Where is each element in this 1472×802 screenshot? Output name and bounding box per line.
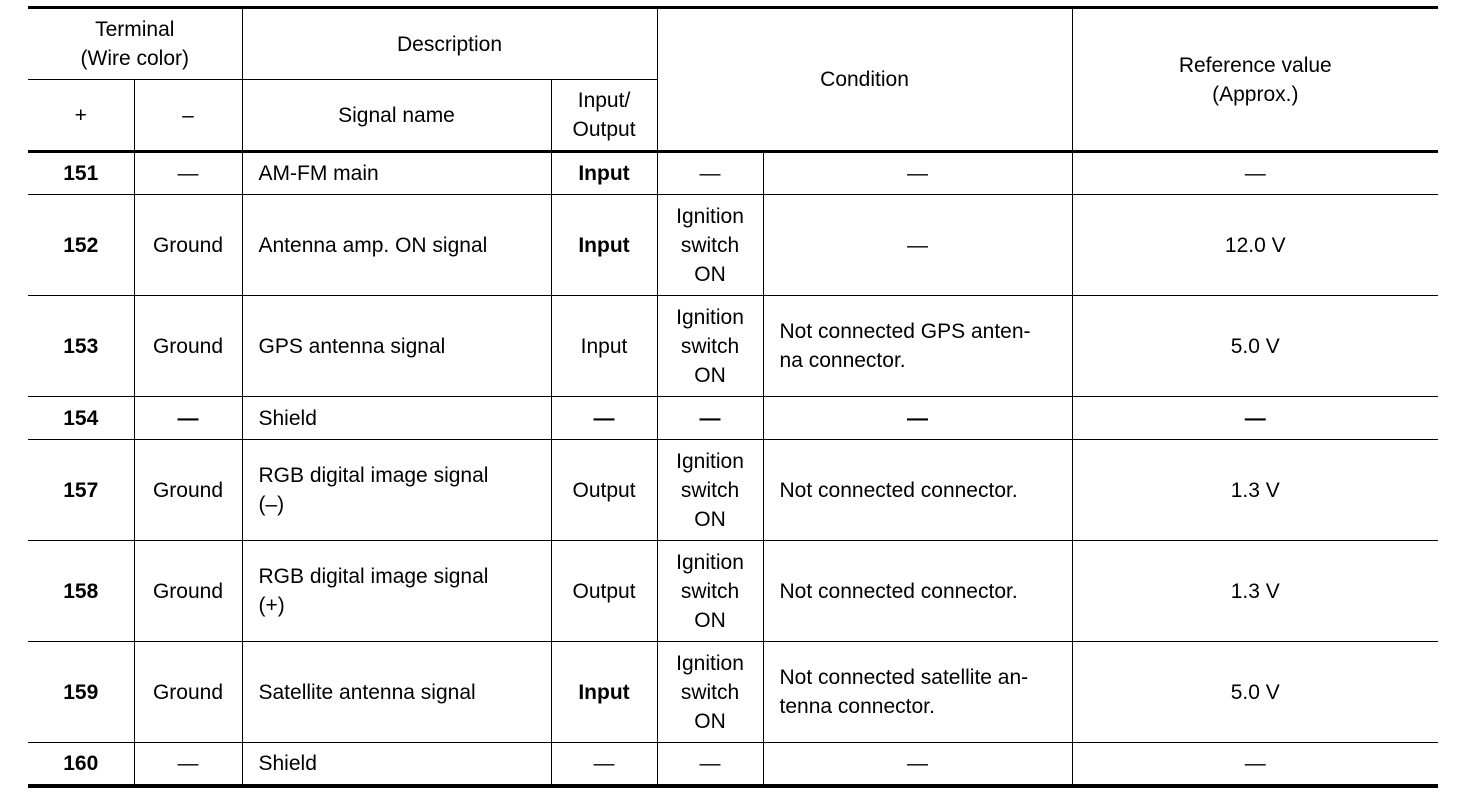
reference-value: — (1072, 743, 1438, 786)
signal-name (242, 440, 551, 541)
condition-switch-line1: Ignition (676, 651, 744, 675)
condition-switch-line3: ON (694, 363, 726, 387)
condition-switch (657, 296, 763, 397)
condition-switch (657, 440, 763, 541)
condition-detail-line1: Not connected satellite an- (779, 666, 1029, 689)
terminal-minus: Ground (134, 440, 242, 541)
condition-detail-line1: Not connected GPS anten- (779, 320, 1031, 343)
input-label: Input/ (577, 89, 631, 112)
terminal-minus: — (134, 743, 242, 786)
signal-name-line2: (–) (258, 493, 285, 516)
table-row (28, 541, 1438, 642)
reference-value-label: Reference value (1178, 53, 1332, 77)
header-row-1 (28, 8, 1438, 80)
description-header: Description (242, 8, 657, 80)
table-row (28, 397, 1438, 440)
terminal-minus: Ground (134, 296, 242, 397)
condition-switch (657, 541, 763, 642)
input-output: Input (551, 195, 657, 296)
signal-name: Antenna amp. ON signal (242, 195, 551, 296)
terminal-plus: 158 (28, 541, 134, 642)
condition-detail: Not connected connector. (763, 541, 1072, 642)
table-row (28, 296, 1438, 397)
table-row (28, 642, 1438, 743)
condition-detail (763, 296, 1072, 397)
condition-switch-line2: switch (680, 334, 740, 358)
condition-switch (657, 642, 763, 743)
terminal-plus: 157 (28, 440, 134, 541)
condition-header: Condition (657, 8, 1072, 152)
input-output: Output (551, 440, 657, 541)
table-row (28, 440, 1438, 541)
reference-value: — (1072, 152, 1438, 195)
input-output: — (551, 397, 657, 440)
terminal-table (28, 6, 1438, 788)
terminal-table-container (28, 6, 1438, 788)
signal-name-header: Signal name (242, 80, 551, 152)
condition-switch (657, 195, 763, 296)
approx-label: (Approx.) (1212, 82, 1299, 106)
terminal-minus: Ground (134, 541, 242, 642)
condition-detail (763, 642, 1072, 743)
terminal-plus: 152 (28, 195, 134, 296)
terminal-plus: 153 (28, 296, 134, 397)
terminal-plus: 151 (28, 152, 134, 195)
condition-switch-line1: Ignition (676, 305, 744, 329)
signal-name-line1: RGB digital image signal (258, 464, 489, 487)
condition-switch: — (657, 743, 763, 786)
terminal-minus: Ground (134, 195, 242, 296)
condition-detail: — (763, 195, 1072, 296)
condition-switch-line2: switch (680, 579, 740, 603)
terminal-plus: 159 (28, 642, 134, 743)
condition-detail: — (763, 152, 1072, 195)
condition-switch-line1: Ignition (676, 550, 744, 574)
condition-switch-line3: ON (694, 262, 726, 286)
signal-name: Shield (242, 397, 551, 440)
input-output: Input (551, 152, 657, 195)
table-row (28, 743, 1438, 786)
condition-detail-line2: tenna connector. (779, 695, 935, 718)
wire-color-label: (Wire color) (80, 47, 189, 70)
input-output: Input (551, 642, 657, 743)
reference-value: 12.0 V (1072, 195, 1438, 296)
condition-switch-line2: switch (680, 233, 740, 257)
reference-value: 5.0 V (1072, 642, 1438, 743)
terminal-plus: 154 (28, 397, 134, 440)
condition-switch-line2: switch (680, 478, 740, 502)
reference-value-header (1072, 8, 1438, 152)
table-row (28, 195, 1438, 296)
signal-name: Shield (242, 743, 551, 786)
reference-value: 1.3 V (1072, 440, 1438, 541)
condition-detail: — (763, 743, 1072, 786)
terminal-header (28, 8, 242, 80)
input-output: Input (551, 296, 657, 397)
terminal-header-label: Terminal (95, 18, 175, 41)
terminal-minus: Ground (134, 642, 242, 743)
condition-detail: — (763, 397, 1072, 440)
plus-header: + (28, 80, 134, 152)
condition-switch-line1: Ignition (676, 204, 744, 228)
terminal-minus: — (134, 397, 242, 440)
condition-switch-line1: Ignition (676, 449, 744, 473)
reference-value: — (1072, 397, 1438, 440)
signal-name-line2: (+) (258, 594, 285, 617)
signal-name: Satellite antenna signal (242, 642, 551, 743)
table-row (28, 152, 1438, 195)
input-output-header (551, 80, 657, 152)
input-output: — (551, 743, 657, 786)
input-output: Output (551, 541, 657, 642)
condition-switch-line3: ON (694, 709, 726, 733)
condition-switch-line3: ON (694, 608, 726, 632)
condition-switch-line3: ON (694, 507, 726, 531)
signal-name (242, 541, 551, 642)
condition-detail-line2: na connector. (779, 349, 906, 372)
condition-detail: Not connected connector. (763, 440, 1072, 541)
condition-switch-line2: switch (680, 680, 740, 704)
condition-switch: — (657, 152, 763, 195)
minus-header: – (134, 80, 242, 152)
signal-name-line1: RGB digital image signal (258, 565, 489, 588)
terminal-plus: 160 (28, 743, 134, 786)
signal-name: GPS antenna signal (242, 296, 551, 397)
terminal-minus: — (134, 152, 242, 195)
condition-switch: — (657, 397, 763, 440)
output-label: Output (572, 118, 636, 141)
reference-value: 5.0 V (1072, 296, 1438, 397)
reference-value: 1.3 V (1072, 541, 1438, 642)
signal-name: AM-FM main (242, 152, 551, 195)
